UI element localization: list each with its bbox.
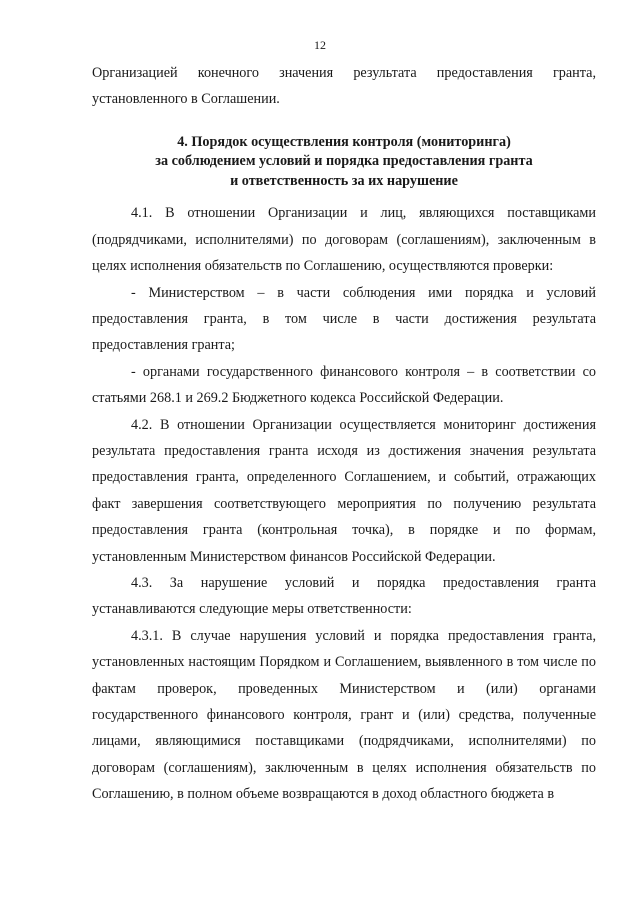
section-heading-line-1: 4. Порядок осуществления контроля (мониторинга) xyxy=(177,133,511,150)
page-number: 12 xyxy=(314,38,326,52)
document-body xyxy=(92,60,596,808)
paragraph-4-1: 4.1. В отношении Организации и лиц, являющихся поставщиками (подрядчиками, исполнителями) по договорам (соглашениям), заключенным в целях исполнения обязательств по Соглашению, осуществляются проверки: xyxy=(92,205,596,275)
section-heading xyxy=(92,133,596,192)
paragraph-4-1-ministry: - Министерством – в части соблюдения ими порядка и условий предоставления гранта, в том числе в части достижения результата предоставления гранта; xyxy=(92,284,596,354)
paragraph-4-1-control-bodies: - органами государственного финансового контроля – в соответствии со статьями 268.1 и 269.2 Бюджетного кодекса Российской Федерации. xyxy=(92,363,596,407)
paragraph-continuation: Организацией конечного значения результата предоставления гранта, установленного в Соглашении. xyxy=(92,65,596,108)
paragraph-4-2: 4.2. В отношении Организации осуществляется мониторинг достижения результата предоставления гранта исходя из достижения значения результата предоставления гранта, определенного Соглашением, и событий, отражающих факт завершения соответствующего мероприятия по получению результата предоставления гранта (контрольная точка), в порядке и по формам, установленным Министерством финансов Российской Федерации. xyxy=(92,416,596,565)
paragraph-4-3: 4.3. За нарушение условий и порядка предоставления гранта устанавливаются следующие меры ответственности: xyxy=(92,575,596,618)
section-heading-line-3: и ответственность за их нарушение xyxy=(230,172,458,189)
section-heading-line-2: за соблюдением условий и порядка предоставления гранта xyxy=(155,153,533,170)
paragraph-4-3-1: 4.3.1. В случае нарушения условий и порядка предоставления гранта, установленных настоящим Порядком и Соглашением, выявленного в том числе по фактам проверок, проведенных Министерством и (или) органами государственного финансового контроля, грант и (или) средства, полученные лицами, являющимися поставщиками (подрядчиками, исполнителями) по договорам (соглашениям), заключенным в целях исполнения обязательств по Соглашению, в полном объеме возвращаются в доход областного бюджета в xyxy=(92,627,596,803)
